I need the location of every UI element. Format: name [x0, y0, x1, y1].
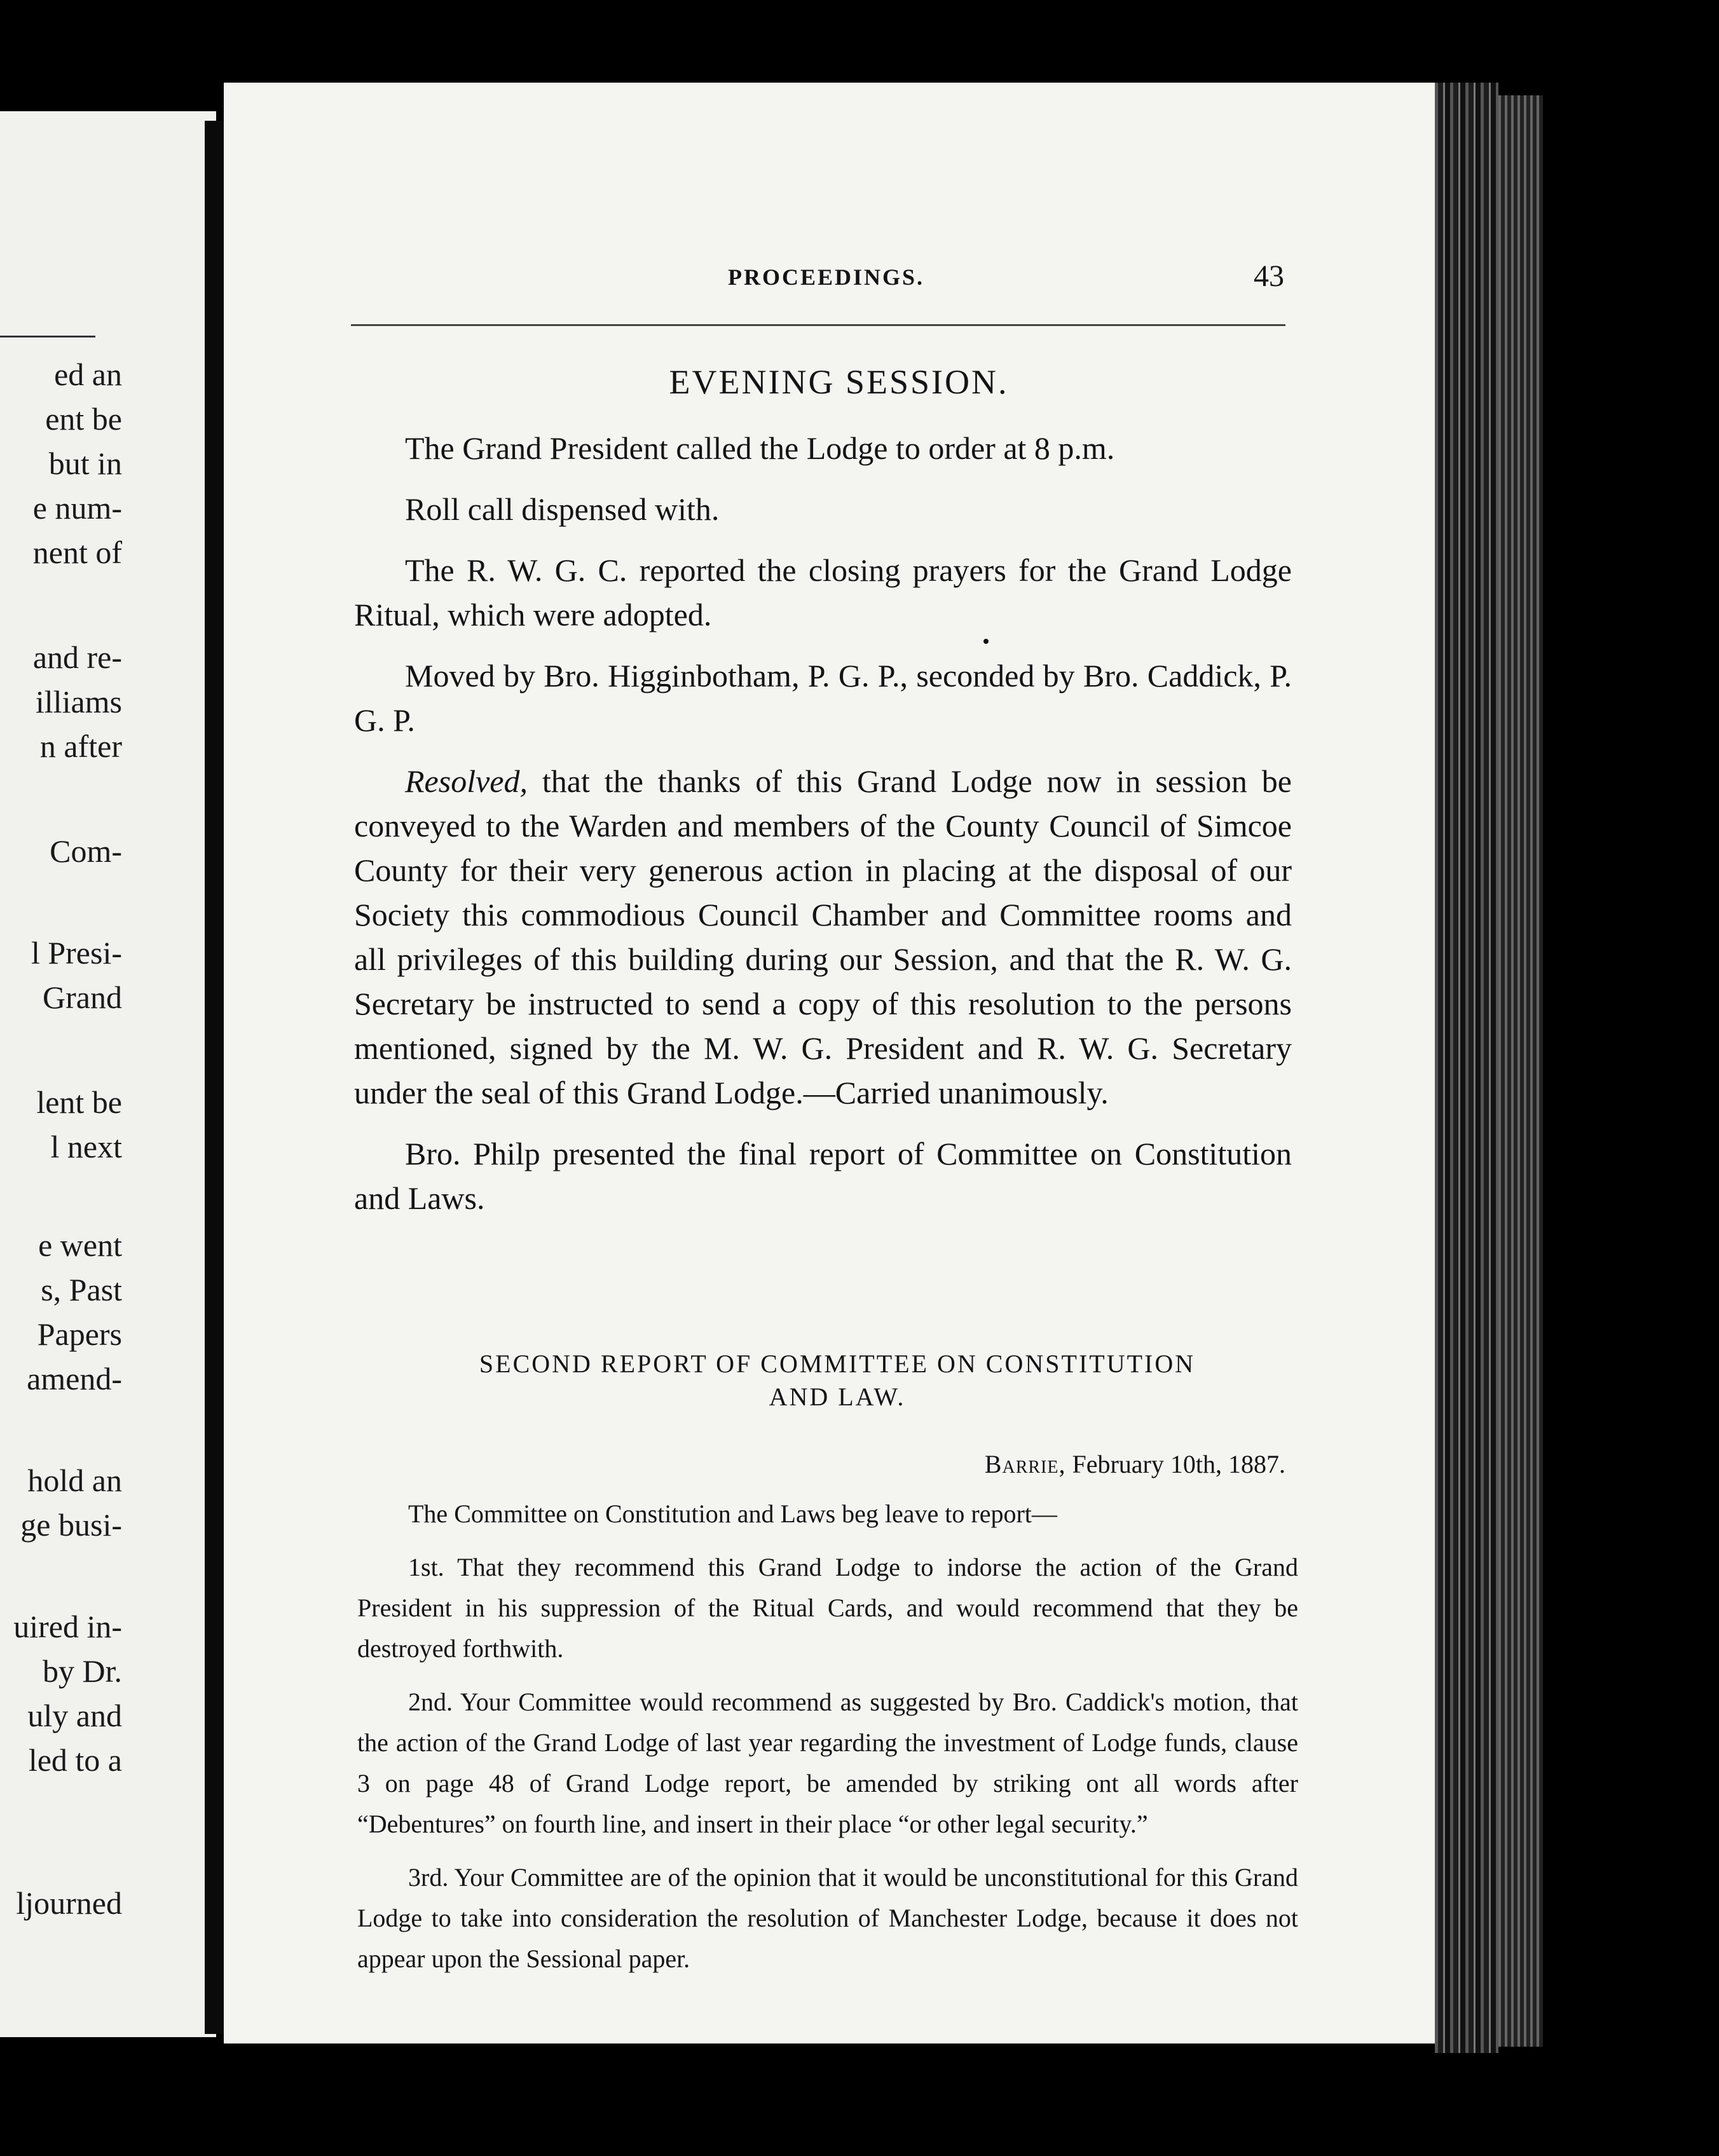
left-page-line: and re- — [32, 639, 122, 675]
left-page-line: e num- — [32, 490, 122, 526]
left-page-line: n after — [39, 728, 122, 764]
left-page-line: by Dr. — [43, 1653, 122, 1689]
left-page-line: led to a — [28, 1742, 122, 1778]
paragraph-motion: Moved by Bro. Higginbotham, P. G. P., seconded by Bro. Caddick, P. G. P. — [354, 658, 1292, 738]
paragraph-final-report: Bro. Philp presented the final report of Committee on Constitution and Laws. — [354, 1136, 1292, 1216]
left-page-line: ent be — [45, 401, 122, 437]
running-title: PROCEEDINGS. — [728, 264, 925, 290]
left-page-line: nent of — [32, 535, 122, 570]
resolution-text: that the thanks of this Grand Lodge now in session be conveyed to the Warden and members of the County Council of Simcoe County for their very generous action in placing at the disposal of our Society this commodious Council Chamber and Committee rooms and all privileges of this building during our Session, and that the R. W. G. Secretary be instructed to send a copy of this resolution to the persons mentioned, signed by the M. W. G. President and R. W. G. Secretary under the seal of this Grand Lodge.—Carried unanimously. — [354, 763, 1292, 1110]
report-heading-line1: SECOND REPORT OF COMMITTEE ON CONSTITUTION — [479, 1349, 1196, 1378]
page-edges-outer — [1498, 95, 1543, 2047]
left-page-line: l Presi- — [31, 935, 122, 971]
header-rule — [351, 324, 1285, 326]
left-page-line: ge busi- — [20, 1507, 122, 1543]
left-page-line: Grand — [43, 979, 122, 1015]
report-item-1: 1st. That they recommend this Grand Lodge to indorse the action of the Grand President in his suppression of the Ritual Cards, and would recommend that they be destroyed forthwith. — [357, 1553, 1298, 1663]
paragraph-resolution — [354, 759, 1292, 1115]
left-page-line: but in — [48, 446, 122, 481]
left-page-line: hold an — [27, 1463, 122, 1498]
ink-speck — [983, 639, 989, 644]
left-page-line: uly and — [27, 1698, 122, 1733]
report-item-2: 2nd. Your Committee would recommend as suggested by Bro. Caddick's motion, that the action of the Grand Lodge of last year regarding the investment of Lodge funds, clause 3 on page 48 of Grand Lodge report, be amended by striking ont all words after “Debentures” on fourth line, and insert in their place “or other legal security.” — [357, 1688, 1298, 1838]
dateline-date: February 10th, 1887. — [1065, 1450, 1285, 1478]
facing-page-left — [0, 111, 216, 2037]
page-43 — [224, 83, 1435, 2043]
paragraph-closing-prayers: The R. W. G. C. reported the closing prayers for the Grand Lodge Ritual, which were adopted. — [354, 552, 1292, 632]
report-heading-line2: AND LAW. — [769, 1382, 906, 1411]
minutes-body — [354, 426, 1292, 1237]
left-page-line: Com- — [50, 833, 122, 869]
report-item-3: 3rd. Your Committee are of the opinion that it would be unconstitutional for this Grand Lodge to take into consideration the resolution of Manchester Lodge, because it does not appear upon the Sessional paper. — [357, 1863, 1298, 1973]
dateline-place: Barrie, — [984, 1450, 1066, 1478]
running-head — [224, 259, 1435, 315]
left-page-line: s, Past — [41, 1272, 122, 1307]
book-gutter — [205, 121, 224, 2034]
left-page-line: amend- — [27, 1361, 122, 1396]
left-page-line: l next — [50, 1129, 122, 1164]
report-dateline — [351, 1449, 1285, 1479]
left-page-line: lent be — [36, 1084, 122, 1120]
report-heading — [383, 1348, 1292, 1414]
report-body — [357, 1494, 1298, 1992]
resolved-lead: Resolved, — [405, 763, 528, 799]
left-page-line: illiams — [35, 684, 122, 720]
left-page-line: Papers — [37, 1316, 122, 1352]
paragraph-call-to-order: The Grand President called the Lodge to order at 8 p.m. — [405, 430, 1115, 466]
report-intro: The Committee on Constitution and Laws beg leave to report— — [408, 1499, 1057, 1528]
left-page-rule — [0, 336, 95, 338]
paragraph-roll-call: Roll call dispensed with. — [405, 491, 720, 527]
left-page-line: ed an — [54, 357, 122, 392]
page-edges-stack — [1435, 83, 1498, 2053]
left-page-line: uired in- — [13, 1609, 122, 1644]
left-page-line: e went — [38, 1227, 122, 1263]
section-heading: EVENING SESSION. — [669, 363, 1009, 401]
left-page-line: ljourned — [16, 1885, 122, 1921]
page-number: 43 — [1254, 259, 1284, 293]
